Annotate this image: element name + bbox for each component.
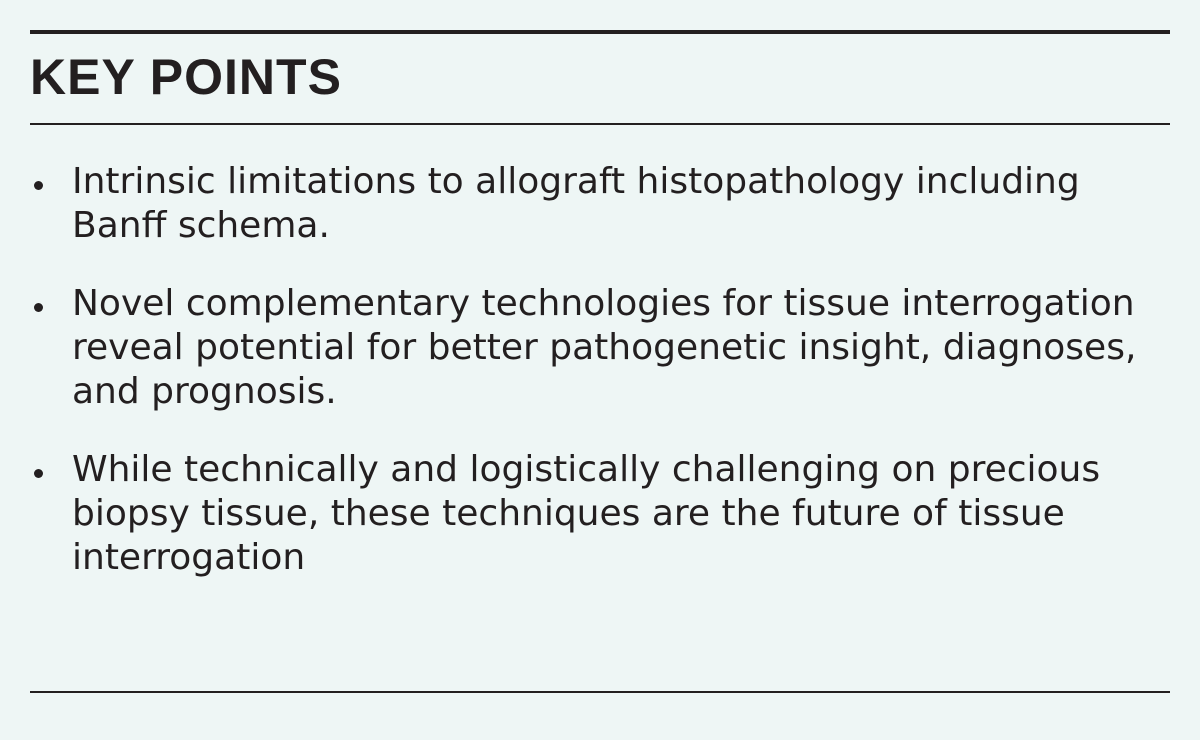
bullet-icon [34,181,43,190]
key-point-item [30,448,1170,580]
bullet-icon [34,469,43,478]
key-point-text: While technically and logistically challenging on precious biopsy tissue, these techniques are the future of tissue interrogation [72,449,1101,578]
key-point-text: Novel complementary technologies for tissue interrogation reveal potential for better pathogenetic insight, diagnoses, and prognosis. [72,283,1137,412]
key-point-text: Intrinsic limitations to allograft histopathology including Banff schema. [72,161,1080,246]
key-point-item [30,282,1170,414]
key-points-heading: KEY POINTS [30,49,342,105]
key-points-box [30,0,1170,740]
key-points-list [30,160,1170,614]
bullet-icon [34,303,43,312]
top-rule [30,30,1170,34]
heading-rule [30,123,1170,125]
bottom-rule [30,691,1170,693]
key-point-item [30,160,1170,248]
